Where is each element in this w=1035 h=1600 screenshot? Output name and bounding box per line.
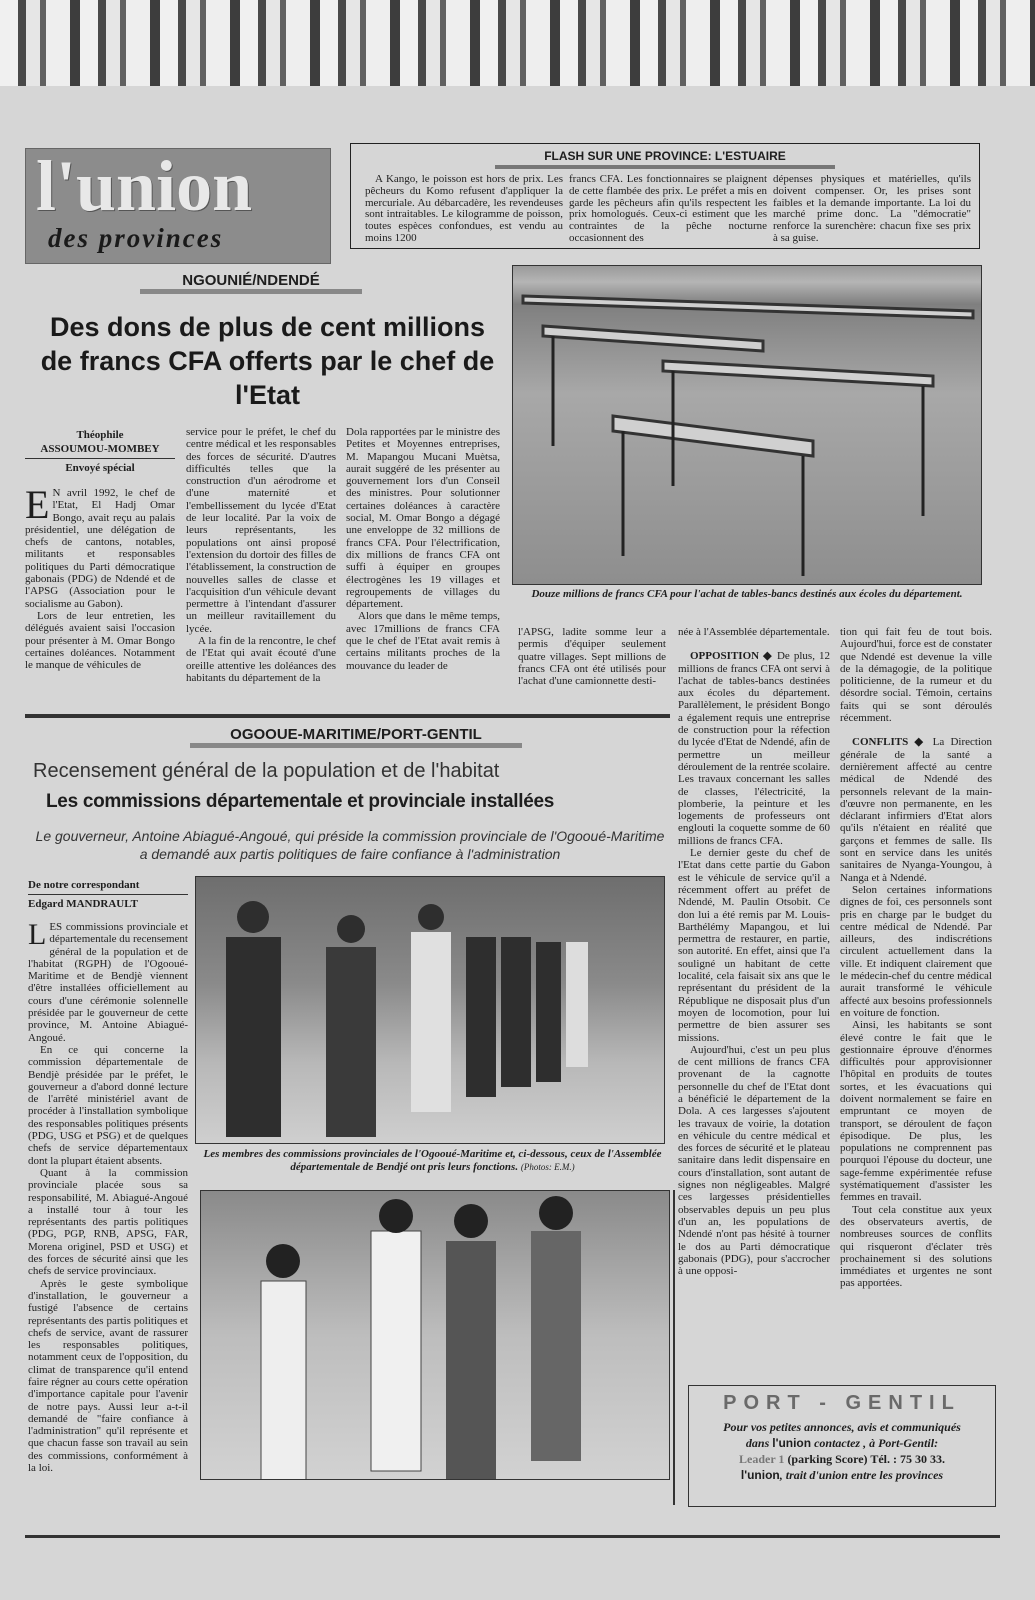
ad-text-fragment: contactez , à Port-Gentil: — [811, 1436, 939, 1450]
author-last-name: ASSOUMOU-MOMBEY — [25, 442, 175, 459]
section-kicker: OGOOUE-MARITIME/PORT-GENTIL — [190, 726, 522, 748]
logo-script-text: des provinces — [48, 223, 224, 253]
paragraph: Après le geste symbolique d'installation, le gouverneur a fustigé l'absence de certains représentants des partis politiques et chefs de service, avant de rassurer les responsables politiques, notamment ceux de l'opposition, du climat de transparence qu'il entend faire régner au cours cette opération d'importance capitale pour l'avenir de notre pays. Aussi leur a-t-il demandé de "faire confiance à l'administration" qu'il représente et que chacun fasse son travail au sein des commissions, conformément à la loi. — [28, 1277, 188, 1475]
byline-role: De notre correspondant — [28, 878, 188, 895]
photo-school-desks — [512, 265, 982, 585]
photo-caption — [195, 1148, 670, 1174]
article-column — [25, 428, 175, 671]
page-bottom-rule — [25, 1535, 1000, 1538]
drop-cap: L — [28, 918, 47, 951]
brand-name: l'union — [772, 1436, 812, 1450]
author-first-name: Théophile — [76, 429, 124, 441]
paragraph: A la fin de la rencontre, le chef de l'Etat qui avait écouté d'une oreille attentive les doléances des habitants du département de la — [186, 635, 336, 684]
logo-main-text: l'union — [36, 148, 253, 226]
paragraph: Selon certaines informations dignes de foi, ces personnels sont pris en charge par le budget du centre médical de Ndendé. Par ailleurs, des indiscrétions circulent actuellement dans la ville. Et indiquent clairement que le médecin-chef du centre médical aurait transformé le véhicule affecté aux besoins professionnels en voiture de fonction. — [840, 883, 992, 1019]
paragraph: Tout cela constitue aux yeux des observateurs avertis, de nombreuses sources de conflits qui risqueront d'éclater très prochainement si des solutions immédiates et urgentes ne sont pas apportées. — [840, 1203, 992, 1290]
brand-name: l'union — [740, 1468, 780, 1482]
paragraph: Aujourd'hui, c'est un peu plus de cent millions de francs CFA provenant de la cagnotte personnelle du chef de l'Etat dont a bénéficié le département de la Dola. A ces largesses s'ajoutent les travaux de voirie, la dotation en véhicule du centre médical et des forces de sécurité et le plateau sanitaire dans ledit dispensaire en cours d'installation, sont autant de signes non négligeables. Malgré ces largesses présidentielles observables depuis un peu plus d'un an, les populations de Ndendé n'ont pas hésité à tourner le dos au Parti démocratique gabonais (PDG), pour s'accrocher à une opposi- — [678, 1043, 830, 1278]
subhead-opposition: OPPOSITION ◆ — [690, 650, 773, 663]
ad-text — [689, 1419, 995, 1483]
desks-illustration — [513, 266, 982, 585]
drop-cap: E — [25, 482, 50, 527]
flash-column: A Kango, le poisson est hors de prix. Les pêcheurs du Komo refusent d'appliquer la mercuriale. Au débarcadère, les revendeuses sont intraitables. Le kilogramme de poisson, toutes espèces confondues, est vendu au moins 1200 — [365, 173, 563, 244]
flash-column: francs CFA. Les fonctionnaires se plaignent de cette flambée des prix. Le préfet a mis en garde les pêcheurs afin qu'ils respectent les prix homologués. Ceux-ci estiment que les contraintes de la pêche nocturne occasionnent des — [569, 173, 767, 244]
photo-assembly-members — [200, 1190, 670, 1480]
article-column — [518, 626, 666, 687]
ad-slogan: , trait d'union entre les provinces — [779, 1468, 944, 1482]
paragraph: Ainsi, les habitants se sont élevé contre le fait que le gestionnaire éprouve d'énormes difficultés pour approvisionner l'hôpital en produits de toutes sortes, et les évacuations qui doivent normalement se faire en empruntant ce moyen de transport, se déroulent de façon épisodique. De plus, les populations ne comprennent pas pourquoi l'épouse du docteur, une sage-femme expérimentée refuse systématiquement d'assister les femmes en travail. — [840, 1019, 992, 1204]
section-divider — [25, 714, 670, 718]
flash-title: FLASH SUR UNE PROVINCE: L'ESTUAIRE — [544, 149, 786, 163]
paragraph: Alors que dans le même temps, avec 17millions de francs CFA que le chef de l'Etat avait remis à certains militants proches de la mouvance du leader de — [346, 610, 500, 672]
column-divider — [673, 1190, 675, 1505]
flash-column: dépenses physiques et matérielles, qu'ils doivent compenser. Or, les prises sont faibles et la demande importante. La loi du marché prime donc. La "démocratie" renforce la surenchère: chacun fixe ses prix à sa guise. — [773, 173, 971, 244]
author-role: Envoyé spécial — [65, 462, 135, 474]
photo-caption: Douze millions de francs CFA pour l'achat de tables-bancs destinés aux écoles du département. — [531, 588, 963, 600]
paragraph: N avril 1992, le chef de l'Etat, El Hadj Omar Bongo, avait reçu au palais présidentiel, une délégation de chefs de cantons, notables, militants et responsables politiques du Parti démocratique gabonais (PDG) de Ndendé et de l'APSG (Association pour le socialisme au Gabon). — [25, 487, 175, 610]
paragraph-text: De plus, 12 millions de francs CFA ont servi à l'achat de tables-bancs destinées aux écoles du département. Parallèlement, le président Bongo a également requis une entreprise de construction pour la réfection du lycée d'Etat de Ndendé, afin de permettre un meilleur déroulement de la rentrée scolaire. Les travaux concernant les salles de classes, l'électricité, la plomberie, la peinture et les logements de professeurs ont englouti la coquette somme de 60 millions de francs CFA. — [678, 650, 830, 847]
port-gentil-ad — [688, 1385, 996, 1507]
ad-text-fragment: dans — [745, 1436, 773, 1450]
article-standfirst: Le gouverneur, Antoine Abiagué-Angoué, qui préside la commission provinciale de l'Ogooué-Maritime a demandé aux partis politiques de faire confiance à l'administration — [35, 828, 665, 862]
article-overline: Recensement général de la population et de l'habitat — [33, 760, 500, 782]
people-illustration — [196, 877, 665, 1144]
article-column — [28, 878, 188, 1474]
ad-place: Leader 1 — [738, 1452, 785, 1466]
ad-title: PORT - GENTIL — [723, 1392, 961, 1414]
paragraph: Lors de leur entretien, les délégués avaient saisi l'occasion pour présenter à M. Omar Bongo certaines doléances. Notamment le manque de véhicules de — [25, 609, 175, 672]
article-column — [840, 626, 992, 1290]
ad-line — [689, 1467, 995, 1483]
paragraph: née à l'Assemblée départementale. — [678, 626, 830, 638]
article-headline: Des dons de plus de cent millions de francs CFA offerts par le chef de l'Etat — [40, 312, 495, 410]
article-column — [678, 626, 830, 1277]
article-column — [346, 426, 500, 672]
flash-box — [350, 143, 980, 249]
ad-line — [689, 1451, 995, 1467]
ad-line — [689, 1435, 995, 1451]
photo-commission-members — [195, 876, 665, 1144]
photo-caption-text: Les membres des commissions provinciales de l'Ogooué-Maritime et, ci-dessous, ceux de l'Assemblée départementale de Bendjé ont pris leurs fonctions. — [203, 1148, 662, 1173]
scan-border — [0, 0, 1035, 88]
flash-title-underline — [495, 165, 835, 169]
paragraph: Le dernier geste du chef de l'Etat dans cette partie du Gabon est le véhicule de service qu'il a récemment offert au préfet de Ndendé, M. Paulin Otsobit. Ce don lui a été remis par M. Louis-Barthélémy Mapangou, et lui permettra de restaurer, en partie, son autorité. En effet, ainsi que l'a souligné un habitant de cette localité, cela faisait six ans que le représentant du président de la République ne disposait plus d'un moyen de locomotion, pour lui permettre de bien assurer ses missions. — [678, 847, 830, 1044]
ad-line: Pour vos petites annonces, avis et communiqués — [723, 1420, 961, 1434]
paragraph: ES commissions provinciale et départementale du recensement général de la population et de l'habitat (RGPH) de l'Ogooué-Maritime et de Bendjè viennent d'être installées officiellement au cours d'une cérémonie solennelle présidée par le gouverneur de cette province, M. Antoine Abiagué-Angoué. — [28, 921, 188, 1044]
article-column — [186, 426, 336, 684]
photo-credit: (Photos: E.M.) — [520, 1162, 575, 1172]
byline-name: Edgard MANDRAULT — [28, 898, 138, 910]
paragraph-text: La Direction générale de la santé a dernièrement affecté au centre médical de Ndendé des personnels relevant de la main-d'œuvre non permanente, en les déclarant infirmiers d'Etat alors qu'ils n'étaient en réalité que garçons et femmes de salle. Ils sont en service dans les unités sanitaires de Nyanga-Youngou, à Nanga et à Ndendé. — [840, 736, 992, 884]
subhead-conflits: CONFLITS ◆ — [852, 736, 927, 749]
paragraph: Quant à la commission provinciale placée sous sa responsabilité, M. Abiagué-Angoué a installé tour à tour les représentants des partis politiques (PDG, PGP, RNB, APSG, FAR, Morena originel, PSD et USG) et des forces de sécurité ainsi que les chefs de service provinciaux. — [28, 1166, 188, 1278]
paragraph: Dola rapportées par le ministre des Petites et Moyennes entreprises, M. Mapangou Mucani Muètsa, aurait suggéré de les présenter au gouvernement lors d'un Conseil des ministres. Pour solutionner certaines doléances à caractère social, M. Omar Bongo a dégagé une enveloppe de 32 millions de francs CFA. Pour l'électrification, dix millions de francs CFA ont suffi à équiper en groupes électrogènes les 19 villages et regroupements de villages du département. — [346, 426, 500, 611]
article-headline: Les commissions départementale et provinciale installées — [46, 791, 555, 812]
paragraph: tion qui fait feu de tout bois. Aujourd'hui, force est de constater que Ndendé est devenue la ville de la démagogie, de la politique politicienne, de la rumeur et du désordre social. Témoin, certains faits qui se sont déroulés récemment. — [840, 626, 992, 725]
masthead-logo — [25, 148, 331, 264]
paragraph: En ce qui concerne la commission départementale de Bendjè présidée par le préfet, le gouverneur a d'abord donné lecture de l'arrêté ministériel avant de procéder à l'installation symbolique des responsables politiques présents (PDG, USG et PSG) et de quelques chefs de service départementaux dont la plupart étaient absents. — [28, 1043, 188, 1167]
paragraph: l'APSG, ladite somme leur a permis d'équiper seulement quatre villages. Sept millions de francs CFA ont été utilisés pour l'achat d'une camionnette desti- — [518, 626, 666, 688]
section-kicker: NGOUNIÉ/NDENDÉ — [140, 272, 362, 294]
paragraph: service pour le préfet, le chef du centre médical et les responsables des forces de sécurité. D'autres difficultés telles que la construction d'un aérodrome et d'une maternité et l'embellissement du lycée d'Etat de leur localité. Par la voix de leurs représentants, les populations ont ainsi proposé l'extension du dortoir des filles de l'établissement, la construction de nouvelles salles de classe et l'acquisition d'un véhicule devant permettre à l'intendant d'assurer un meilleur ravitaillement du lycée. — [186, 426, 336, 635]
ad-phone: (parking Score) Tél. : 75 30 33. — [784, 1452, 945, 1466]
people-illustration — [201, 1191, 670, 1480]
